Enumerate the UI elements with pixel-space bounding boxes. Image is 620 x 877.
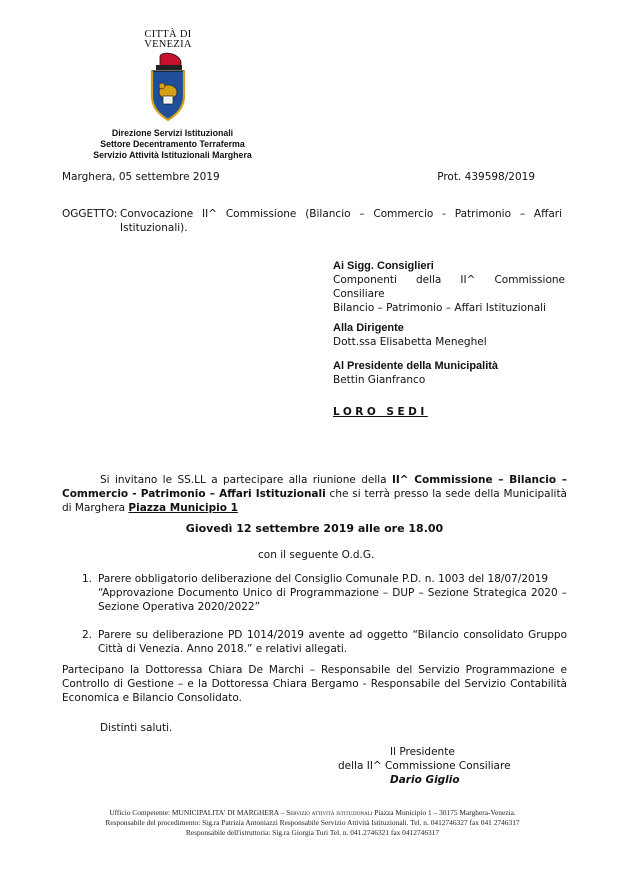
place-date: Marghera, 05 settembre 2019 <box>62 171 220 183</box>
footer-office: Ufficio Competente: MUNICIPALITA' DI MARGHERA – <box>109 808 287 817</box>
department-heading <box>60 128 285 161</box>
meeting-date: Giovedì 12 settembre 2019 alle ore 18.00 <box>185 522 444 535</box>
venice-crest-icon <box>138 52 198 122</box>
invitation-paragraph <box>62 473 567 515</box>
agenda-text: Parere obbligatorio deliberazione del Consiglio Comunale P.D. n. 1003 del 18/07/2019 <box>98 573 549 585</box>
recipient-line: Bettin Gianfranco <box>333 374 426 386</box>
footer-address: Piazza Municipio 1 – 30175 Marghera-Venezia. <box>372 808 516 817</box>
footer <box>55 808 570 838</box>
agenda-text: Parere su deliberazione PD 1014/2019 avente ad oggetto “Bilancio consolidato Gruppo Città di Venezia. Anno 2018.” e relativi allegati. <box>98 629 567 655</box>
loro-sedi: LORO SEDI <box>333 406 428 418</box>
signature-title: Il Presidente <box>390 746 455 758</box>
signature-block <box>338 745 538 787</box>
closing-greeting: Distinti saluti. <box>100 722 173 734</box>
city-name-line1: CITTÀ DI <box>144 29 192 40</box>
subject-text: Convocazione II^ Commissione (Bilancio – Commercio - Patrimonio – Affari Istituzionali). <box>120 208 562 234</box>
recipient-line: Componenti della II^ Commissione <box>333 274 565 286</box>
recipient-councillors <box>333 259 565 315</box>
city-name-line2: VENEZIA <box>144 39 192 50</box>
footer-line-1 <box>55 808 570 818</box>
invite-text-2: che si terrà presso la sede della Municipalità di Marghera <box>62 488 567 514</box>
invite-text-1: Si invitano le SS.LL a partecipare alla riunione della <box>100 474 392 486</box>
meeting-location: Piazza Municipio 1 <box>128 502 238 514</box>
signature-role: della II^ Commissione Consiliare <box>338 760 511 772</box>
participants-paragraph: Partecipano la Dottoressa Chiara De Marchi – Responsabile del Servizio Programmazione e Controllo di Gestione – e la Dottoressa Chiara Bergamo - Responsabile del Servizio Contabilità Economica e Bilancio Consolidato. <box>62 664 567 704</box>
footer-line-3: Responsabile dell'istruttoria: Sig.ra Giorgia Turi Tel. n. 041.2746321 fax 0412746317 <box>185 828 440 837</box>
recipient-president <box>333 359 565 387</box>
agenda-item <box>62 628 567 656</box>
agenda-intro: con il seguente O.d.G. <box>258 549 375 561</box>
recipient-heading: Alla Dirigente <box>333 322 404 334</box>
recipient-heading: Al Presidente della Municipalità <box>333 360 499 372</box>
agenda-number: 1. <box>82 573 93 585</box>
agenda-quote: “Approvazione Documento Unico di Programmazione – DUP – Sezione Strategica 2020 – Sezione Operativa 2020/2022” <box>98 587 567 613</box>
city-logo <box>128 30 208 126</box>
subject-label: OGGETTO: <box>62 208 118 220</box>
signature-name: Dario Giglio <box>390 774 460 786</box>
protocol-number: Prot. 439598/2019 <box>437 171 535 183</box>
subject-block <box>62 207 562 235</box>
footer-service: Servizio attività istituzionali <box>286 808 373 817</box>
agenda-item <box>62 572 567 614</box>
recipient-heading: Ai Sigg. Consiglieri <box>333 260 434 272</box>
commission-name: II^ Commissione – Bilancio – Commercio - Patrimonio – Affari Istituzionali <box>62 474 568 500</box>
footer-line-2: Responsabile del procedimento: Sig.ra Patrizia Antoniazzi Responsabile Servizio Attività Istituzionali. Tel. n. 0412746327 fax 041 2746317 <box>105 818 520 827</box>
dept-line-1: Direzione Servizi Istituzionali <box>111 128 234 138</box>
recipient-manager <box>333 321 565 349</box>
agenda-number: 2. <box>82 629 93 641</box>
recipient-line: Consiliare <box>333 288 385 300</box>
dept-line-2: Settore Decentramento Terraferma <box>100 139 245 149</box>
dept-line-3: Servizio Attività Istituzionali Marghera <box>93 150 252 160</box>
recipient-line: Dott.ssa Elisabetta Meneghel <box>333 336 487 348</box>
agenda-list <box>62 572 567 670</box>
recipient-line: Bilancio – Patrimonio – Affari Istituzionali <box>333 302 546 314</box>
